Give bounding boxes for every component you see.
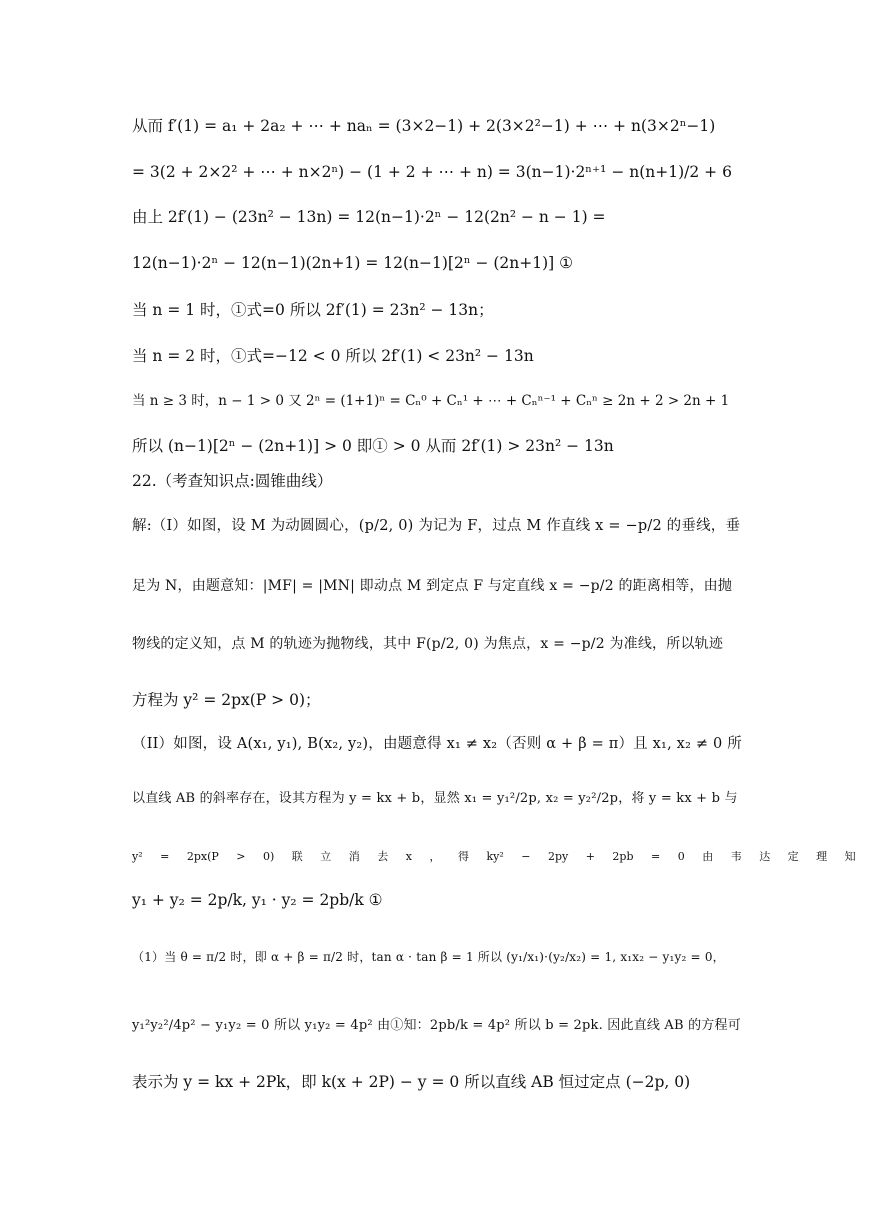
text-line-7: 当 n ≥ 3 时，n − 1 > 0 又 2ⁿ = (1+1)ⁿ = Cₙ⁰ + Cₙ¹ + ⋯ + Cₙⁿ⁻¹ + Cₙⁿ ≥ 2n + 2 > 2n + 1 [132,393,730,409]
text-line-3: 由上 2f′(1) − (23n² − 13n) = 12(n−1)·2ⁿ − 12(2n² − n − 1) = [132,208,606,226]
text-line-8: 所以 (n−1)[2ⁿ − (2n+1)] > 0 即① > 0 从而 2f′(1) > 23n² − 13n [132,437,614,455]
text-line-16: y² = 2px(P > 0) 联 立 消 去 x ， 得 ky² − 2py + 2pb = 0 由 韦 达 定 理 知 [132,850,856,863]
text-line-1: 从而 f′(1) = a₁ + 2a₂ + ⋯ + naₙ = (3×2−1) + 2(3×2²−1) + ⋯ + n(3×2ⁿ−1) [132,117,716,135]
section-heading-22: 22.（考查知识点:圆锥曲线） [132,472,333,490]
text-line-18: （1）当 θ = π/2 时，即 α + β = π/2 时，tan α · tan β = 1 所以 (y₁/x₁)·(y₂/x₂) = 1, x₁x₂ − y₁y₂ = 0， [132,950,725,964]
text-line-19: y₁²y₂²/4p² − y₁y₂ = 0 所以 y₁y₂ = 4p² 由①知：2pb/k = 4p² 所以 b = 2pk. 因此直线 AB 的方程可 [132,1018,741,1033]
text-line-15: 以直线 AB 的斜率存在，设其方程为 y = kx + b，显然 x₁ = y₁²/2p, x₂ = y₂²/2p，将 y = kx + b 与 [132,791,738,806]
text-line-6: 当 n = 2 时，①式=−12 < 0 所以 2f′(1) < 23n² − 13n [132,347,534,365]
text-line-12: 物线的定义知，点 M 的轨迹为抛物线，其中 F(p/2, 0) 为焦点，x = −p/2 为准线，所以轨迹 [132,636,724,652]
text-line-2: = 3(2 + 2×2² + ⋯ + n×2ⁿ) − (1 + 2 + ⋯ + n) = 3(n−1)·2ⁿ⁺¹ − n(n+1)/2 + 6 [132,163,732,181]
text-line-11: 足为 N，由题意知：|MF| = |MN| 即动点 M 到定点 F 与定直线 x = −p/2 的距离相等，由抛 [132,578,733,594]
text-line-4: 12(n−1)·2ⁿ − 12(n−1)(2n+1) = 12(n−1)[2ⁿ − (2n+1)] ① [132,254,574,272]
text-line-14: （II）如图，设 A(x₁, y₁), B(x₂, y₂)，由题意得 x₁ ≠ x₂（否则 α + β = π）且 x₁, x₂ ≠ 0 所 [132,736,742,752]
text-line-17: y₁ + y₂ = 2p/k, y₁ · y₂ = 2pb/k ① [132,891,383,909]
text-line-13: 方程为 y² = 2px(P > 0)； [132,691,321,709]
text-line-20: 表示为 y = kx + 2Pk，即 k(x + 2P) − y = 0 所以直线 AB 恒过定点 (−2p, 0) [132,1073,691,1091]
text-line-10: 解:（I）如图，设 M 为动圆圆心，(p/2, 0) 为记为 F，过点 M 作直线 x = −p/2 的垂线，垂 [132,518,741,534]
text-line-5: 当 n = 1 时，①式=0 所以 2f′(1) = 23n² − 13n； [132,301,494,319]
